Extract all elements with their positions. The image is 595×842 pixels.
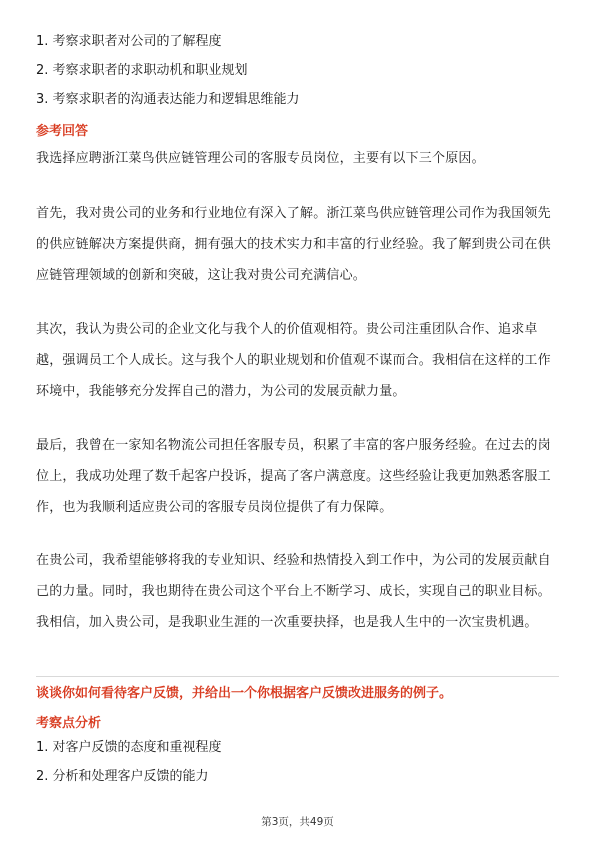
- assessment-point: 1. 对客户反馈的态度和重视程度: [36, 740, 222, 755]
- answer-heading: 参考回答: [36, 124, 89, 139]
- assessment-point: 2. 考察求职者的求职动机和职业规划: [36, 63, 248, 78]
- assessment-point: 1. 考察求职者对公司的了解程度: [36, 34, 222, 49]
- page-number: 第3页，共49页: [261, 816, 334, 828]
- answer-paragraph: 我选择应聘浙江菜鸟供应链管理公司的客服专员岗位，主要有以下三个原因。: [36, 151, 485, 166]
- answer-paragraph: 首先，我对贵公司的业务和行业地位有深入了解。浙江菜鸟供应链管理公司作为我国领先的供应链解决方案提供商，拥有强大的技术实力和丰富的行业经验。我了解到贵公司在供应链管理领域的创新和突破，这让我对贵公司充满信心。: [36, 206, 551, 283]
- assessment-point: 3. 考察求职者的沟通表达能力和逻辑思维能力: [36, 92, 300, 107]
- answer-paragraph: 其次，我认为贵公司的企业文化与我个人的价值观相符。贵公司注重团队合作、追求卓越，强调员工个人成长。这与我个人的职业规划和价值观不谋而合。我相信在这样的工作环境中，我能够充分发挥自己的潜力，为公司的发展贡献力量。: [36, 322, 551, 399]
- answer-paragraph: 最后，我曾在一家知名物流公司担任客服专员，积累了丰富的客户服务经验。在过去的岗位上，我成功处理了数千起客户投诉，提高了客户满意度。这些经验让我更加熟悉客服工作，也为我顺利适应贵公司的客服专员岗位提供了有力保障。: [36, 438, 551, 515]
- analysis-heading: 考察点分析: [36, 716, 102, 731]
- assessment-point: 2. 分析和处理客户反馈的能力: [36, 769, 209, 784]
- section-divider: [36, 676, 559, 677]
- question-title: 谈谈你如何看待客户反馈，并给出一个你根据客户反馈改进服务的例子。: [36, 686, 453, 701]
- answer-paragraph: 在贵公司，我希望能够将我的专业知识、经验和热情投入到工作中，为公司的发展贡献自己的力量。同时，我也期待在贵公司这个平台上不断学习、成长，实现自己的职业目标。我相信，加入贵公司，是我职业生涯的一次重要抉择，也是我人生中的一次宝贵机遇。: [36, 553, 551, 630]
